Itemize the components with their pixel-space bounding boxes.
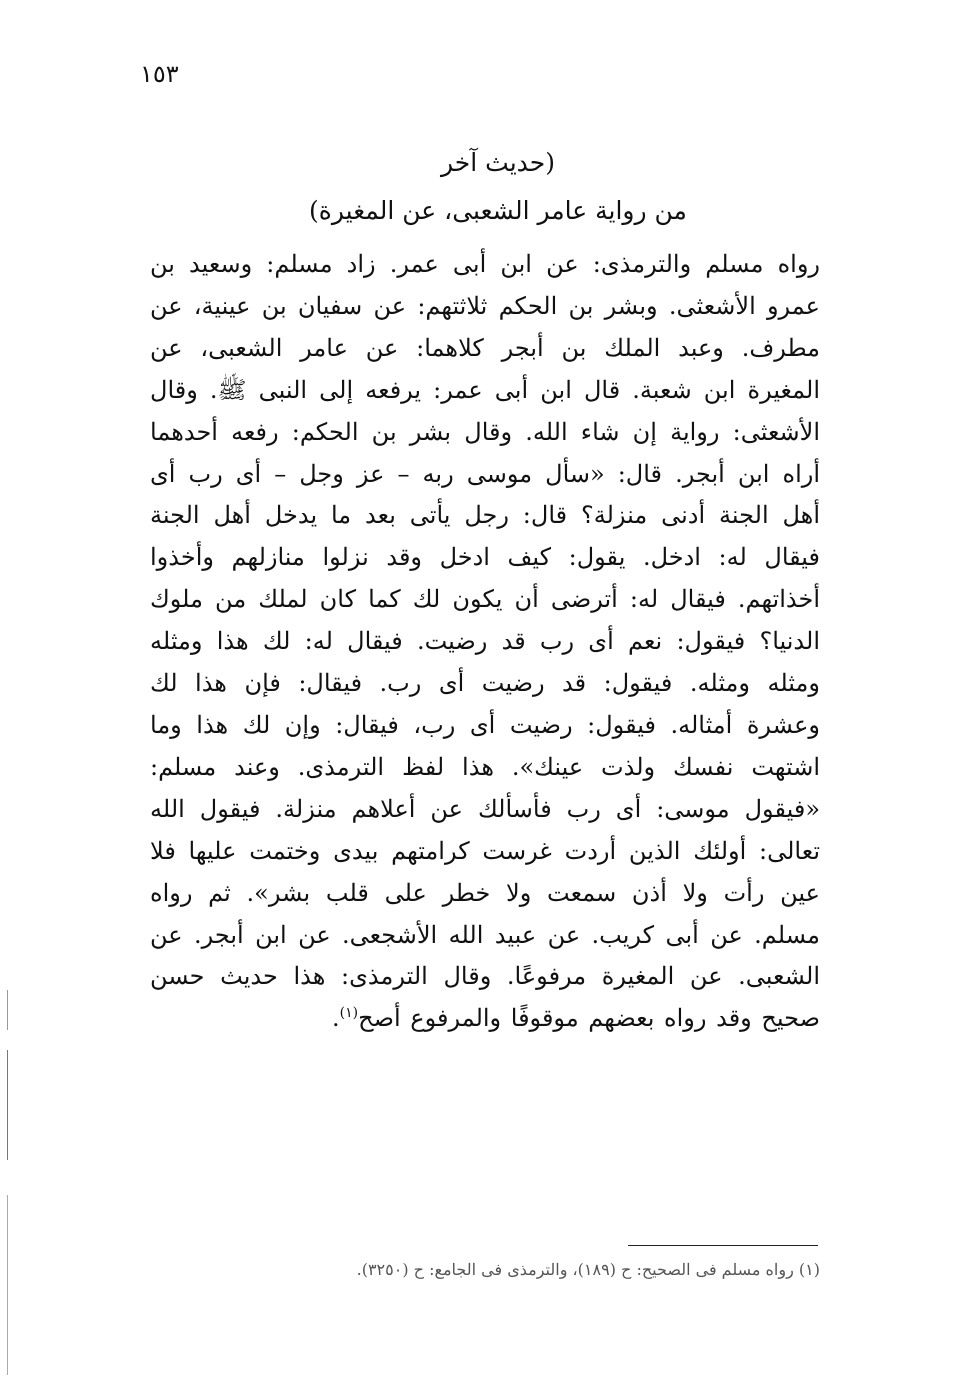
hadith-paragraph: رواه مسلم والترمذى: عن ابن أبى عمر. زاد مسلم: وسعيد بن عمرو الأشعثى. وبشر بن الحكم ثلاثتهم: عن سفيان بن عينية، عن مطرف. وعبد الملك بن أبجر كلاهما: عن عامر الشعبى، عن المغيرة ابن شعبة. قال ابن أبى عمر: يرفعه إلى النبى ﷺ. وقال الأشعثى: رواية إن شاء الله. وقال بشر بن الحكم: رفعه أحدهما أراه ابن أبجر. قال: «سأل موسى ربه – عز وجل – أى رب أى أهل الجنة أدنى منزلة؟ قال: رجل يأتى بعد ما يدخل أهل الجنة فيقال له: ادخل. يقول: كيف ادخل وقد نزلوا منازلهم وأخذوا أخذاتهم. فيقال له: أترضى أن يكون لك كما كان لملك من ملوك الدنيا؟ فيقول: نعم أى رب قد رضيت. فيقال له: لك هذا ومثله ومثله ومثله. فيقول: قد رضيت أى رب. فيقال: فإن هذا لك وعشرة أمثاله. فيقول: رضيت أى رب، فيقال: وإن لك هذا وما اشتهت نفسك ولذت عينك». هذا لفظ الترمذى. وعند مسلم: «فيقول موسى: أى رب فأسألك عن أعلاهم منزلة. فيقول الله تعالى: أولئك الذين أردت غرست كرامتهم بيدى وختمت عليها فلا عين رأت ولا أذن سمعت ولا خطر على قلب بشر». ثم رواه مسلم. عن أبى كريب. عن عبيد الله الأشجعى. عن ابن أبجر. عن الشعبى. عن المغيرة مرفوعًا. وقال الترمذى: هذا حديث حسن صحيح وقد رواه بعضهم موقوفًا والمرفوع أصح: [150, 250, 821, 1033]
page-number: ١٥٣: [140, 60, 179, 88]
footnote-text: (١) رواه مسلم فى الصحيح: ح (١٨٩)، والترمذى فى الجامع: ح (٣٢٥٠).: [356, 1260, 820, 1279]
scan-margin-line: [7, 990, 8, 1030]
footnote-divider: [628, 1245, 818, 1246]
scan-margin-line: [7, 1195, 8, 1375]
footnote-reference[interactable]: (١): [339, 1005, 359, 1022]
section-subtitle: من رواية عامر الشعبى، عن المغيرة): [309, 196, 687, 225]
end-punctuation: .: [331, 1004, 340, 1033]
hadith-body: [150, 244, 820, 1040]
section-title: (حديث آخر: [441, 148, 555, 177]
scan-margin-line: [7, 1050, 8, 1160]
